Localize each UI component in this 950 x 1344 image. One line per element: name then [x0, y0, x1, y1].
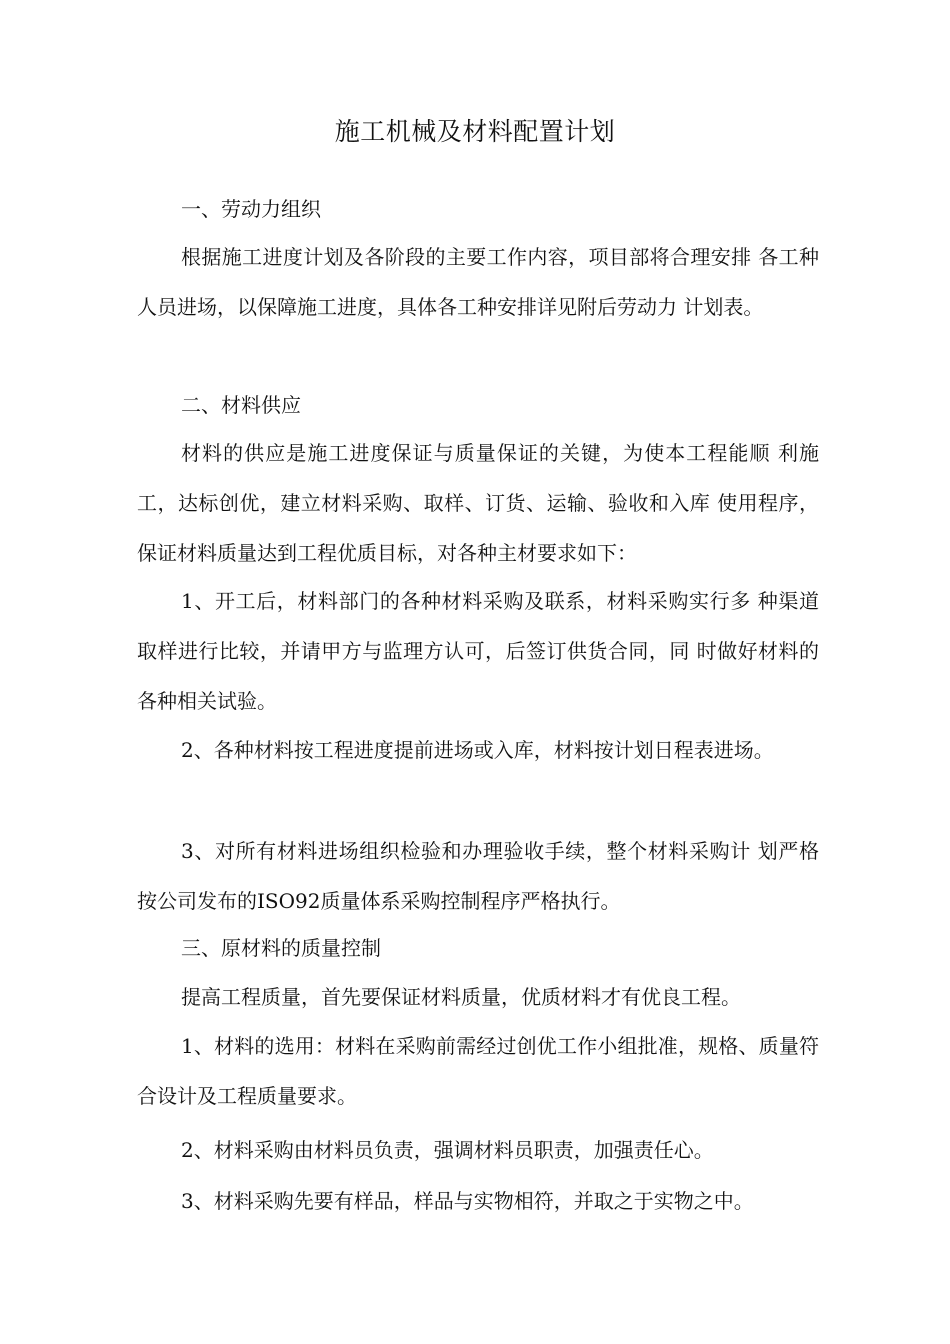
document-title: 施工机械及材料配置计划 — [334, 117, 616, 146]
section-heading-material-supply: 二、材料供应 — [181, 393, 301, 417]
paragraph-material-supply-1: 1、开工后，材料部门的各种材料采购及联系，材料采购实行多 种渠道取样进行比较，并请甲方与监理方认可，后签订供货合同，同 时做好材料的各种相关试验。 — [137, 589, 819, 713]
paragraph-material-supply-2: 2、各种材料按工程进度提前进场或入库，材料按计划日程表进场。 — [181, 738, 774, 762]
paragraph-labor: 根据施工进度计划及各阶段的主要工作内容，项目部将合理安排 各工种人员进场，以保障施工进度，具体各工种安排详见附后劳动力 计划表。 — [137, 245, 819, 319]
paragraph-material-supply-3: 3、对所有材料进场组织检验和办理验收手续，整个材料采购计 划严格按公司发布的ISO92质量体系采购控制程序严格执行。 — [137, 839, 819, 913]
paragraph-quality-intro: 提高工程质量，首先要保证材料质量，优质材料才有优良工程。 — [181, 985, 741, 1009]
paragraph-material-supply-intro: 材料的供应是施工进度保证与质量保证的关键，为使本工程能顺 利施工，达标创优，建立材料采购、取样、订货、运输、验收和入库 使用程序，保证材料质量达到工程优质目标，对各种主材要求如下： — [137, 441, 819, 565]
paragraph-quality-3: 3、材料采购先要有样品，样品与实物相符，并取之于实物之中。 — [181, 1189, 754, 1213]
section-heading-labor: 一、劳动力组织 — [181, 197, 321, 221]
section-heading-quality-control: 三、原材料的质量控制 — [181, 936, 381, 960]
paragraph-quality-2: 2、材料采购由材料员负责，强调材料员职责，加强责任心。 — [181, 1138, 714, 1162]
paragraph-quality-1: 1、材料的选用：材料在采购前需经过创优工作小组批准，规格、质量符合设计及工程质量要求。 — [137, 1034, 819, 1108]
